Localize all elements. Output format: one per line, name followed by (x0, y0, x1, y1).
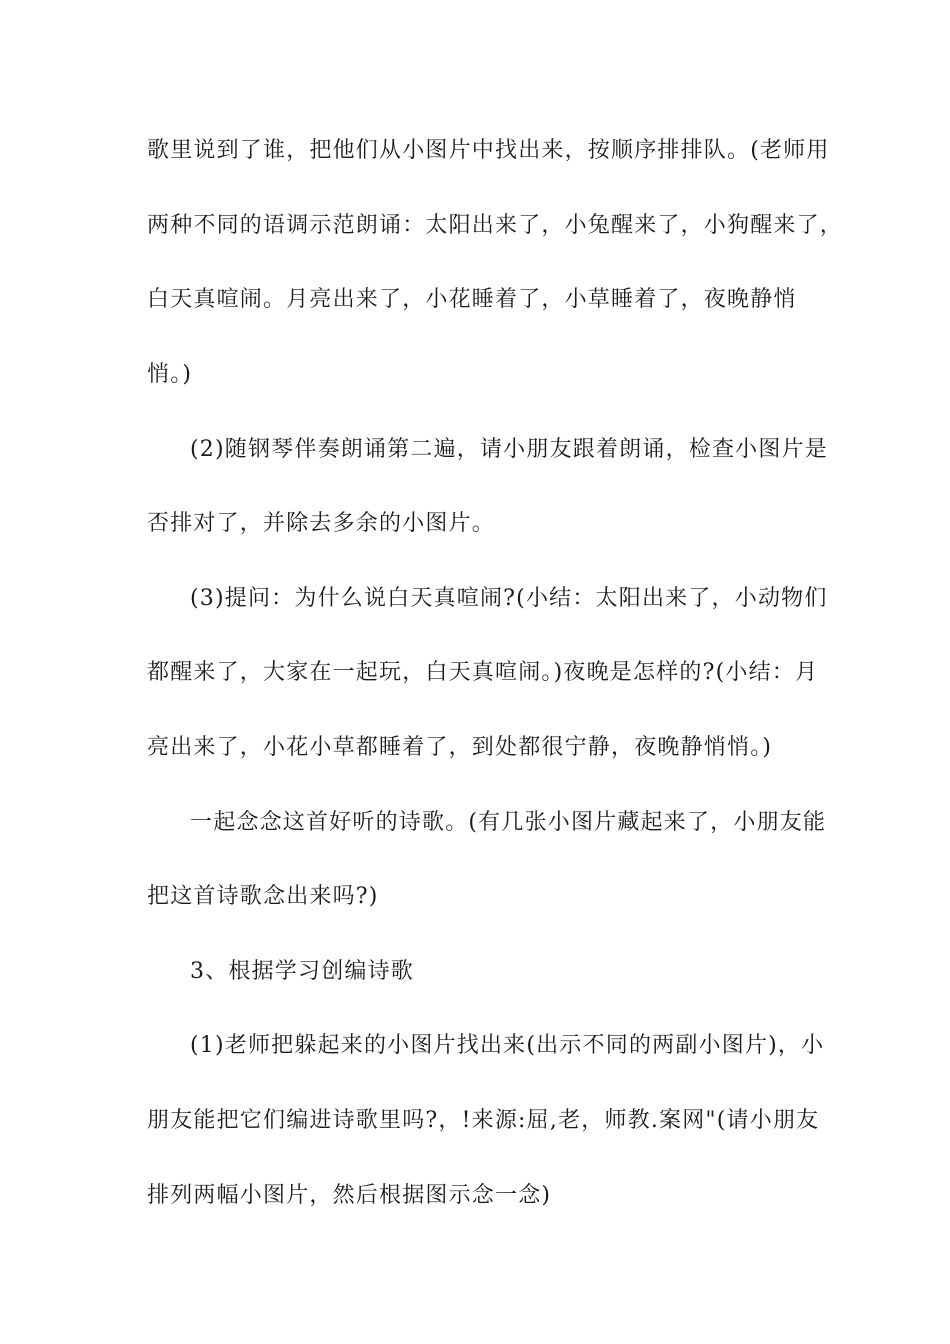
text-line: 否排对了，并除去多余的小图片。 (147, 511, 496, 536)
text-line: 白天真喧闹。月亮出来了，小花睡着了，小草睡着了，夜晚静悄 (147, 287, 797, 312)
section-heading: 3、根据学习创编诗歌 (190, 959, 414, 984)
text-line: 排列两幅小图片，然后根据图示念一念) (147, 1183, 552, 1208)
paragraph-line: (1)老师把躲起来的小图片找出来(出示不同的两副小图片)，小 (190, 1033, 825, 1058)
text-line: 把这首诗歌念出来吗?) (147, 884, 379, 909)
paragraph-line: (3)提问：为什么说白天真喧闹?(小结：太阳出来了，小动物们 (190, 586, 828, 611)
text-line: 亮出来了，小花小草都睡着了，到处都很宁静，夜晚静悄悄。) (147, 735, 773, 760)
text-line: 朋友能把它们编进诗歌里吗?，!来源:屈,老，师教.案网"(请小朋友 (147, 1108, 820, 1133)
text-line: 都醒来了，大家在一起玩，白天真喧闹。)夜晚是怎样的?(小结：月 (147, 660, 819, 685)
paragraph-line: 一起念念这首好听的诗歌。(有几张小图片藏起来了，小朋友能 (190, 810, 827, 835)
text-line: 歌里说到了谁，把他们从小图片中找出来，按顺序排排队。(老师用 (147, 138, 830, 163)
text-line: 悄。) (147, 362, 193, 387)
text-line: 两种不同的语调示范朗诵：太阳出来了，小兔醒来了，小狗醒来了， (147, 213, 844, 238)
paragraph-line: (2)随钢琴伴奏朗诵第二遍，请小朋友跟着朗诵，检查小图片是 (190, 437, 828, 462)
